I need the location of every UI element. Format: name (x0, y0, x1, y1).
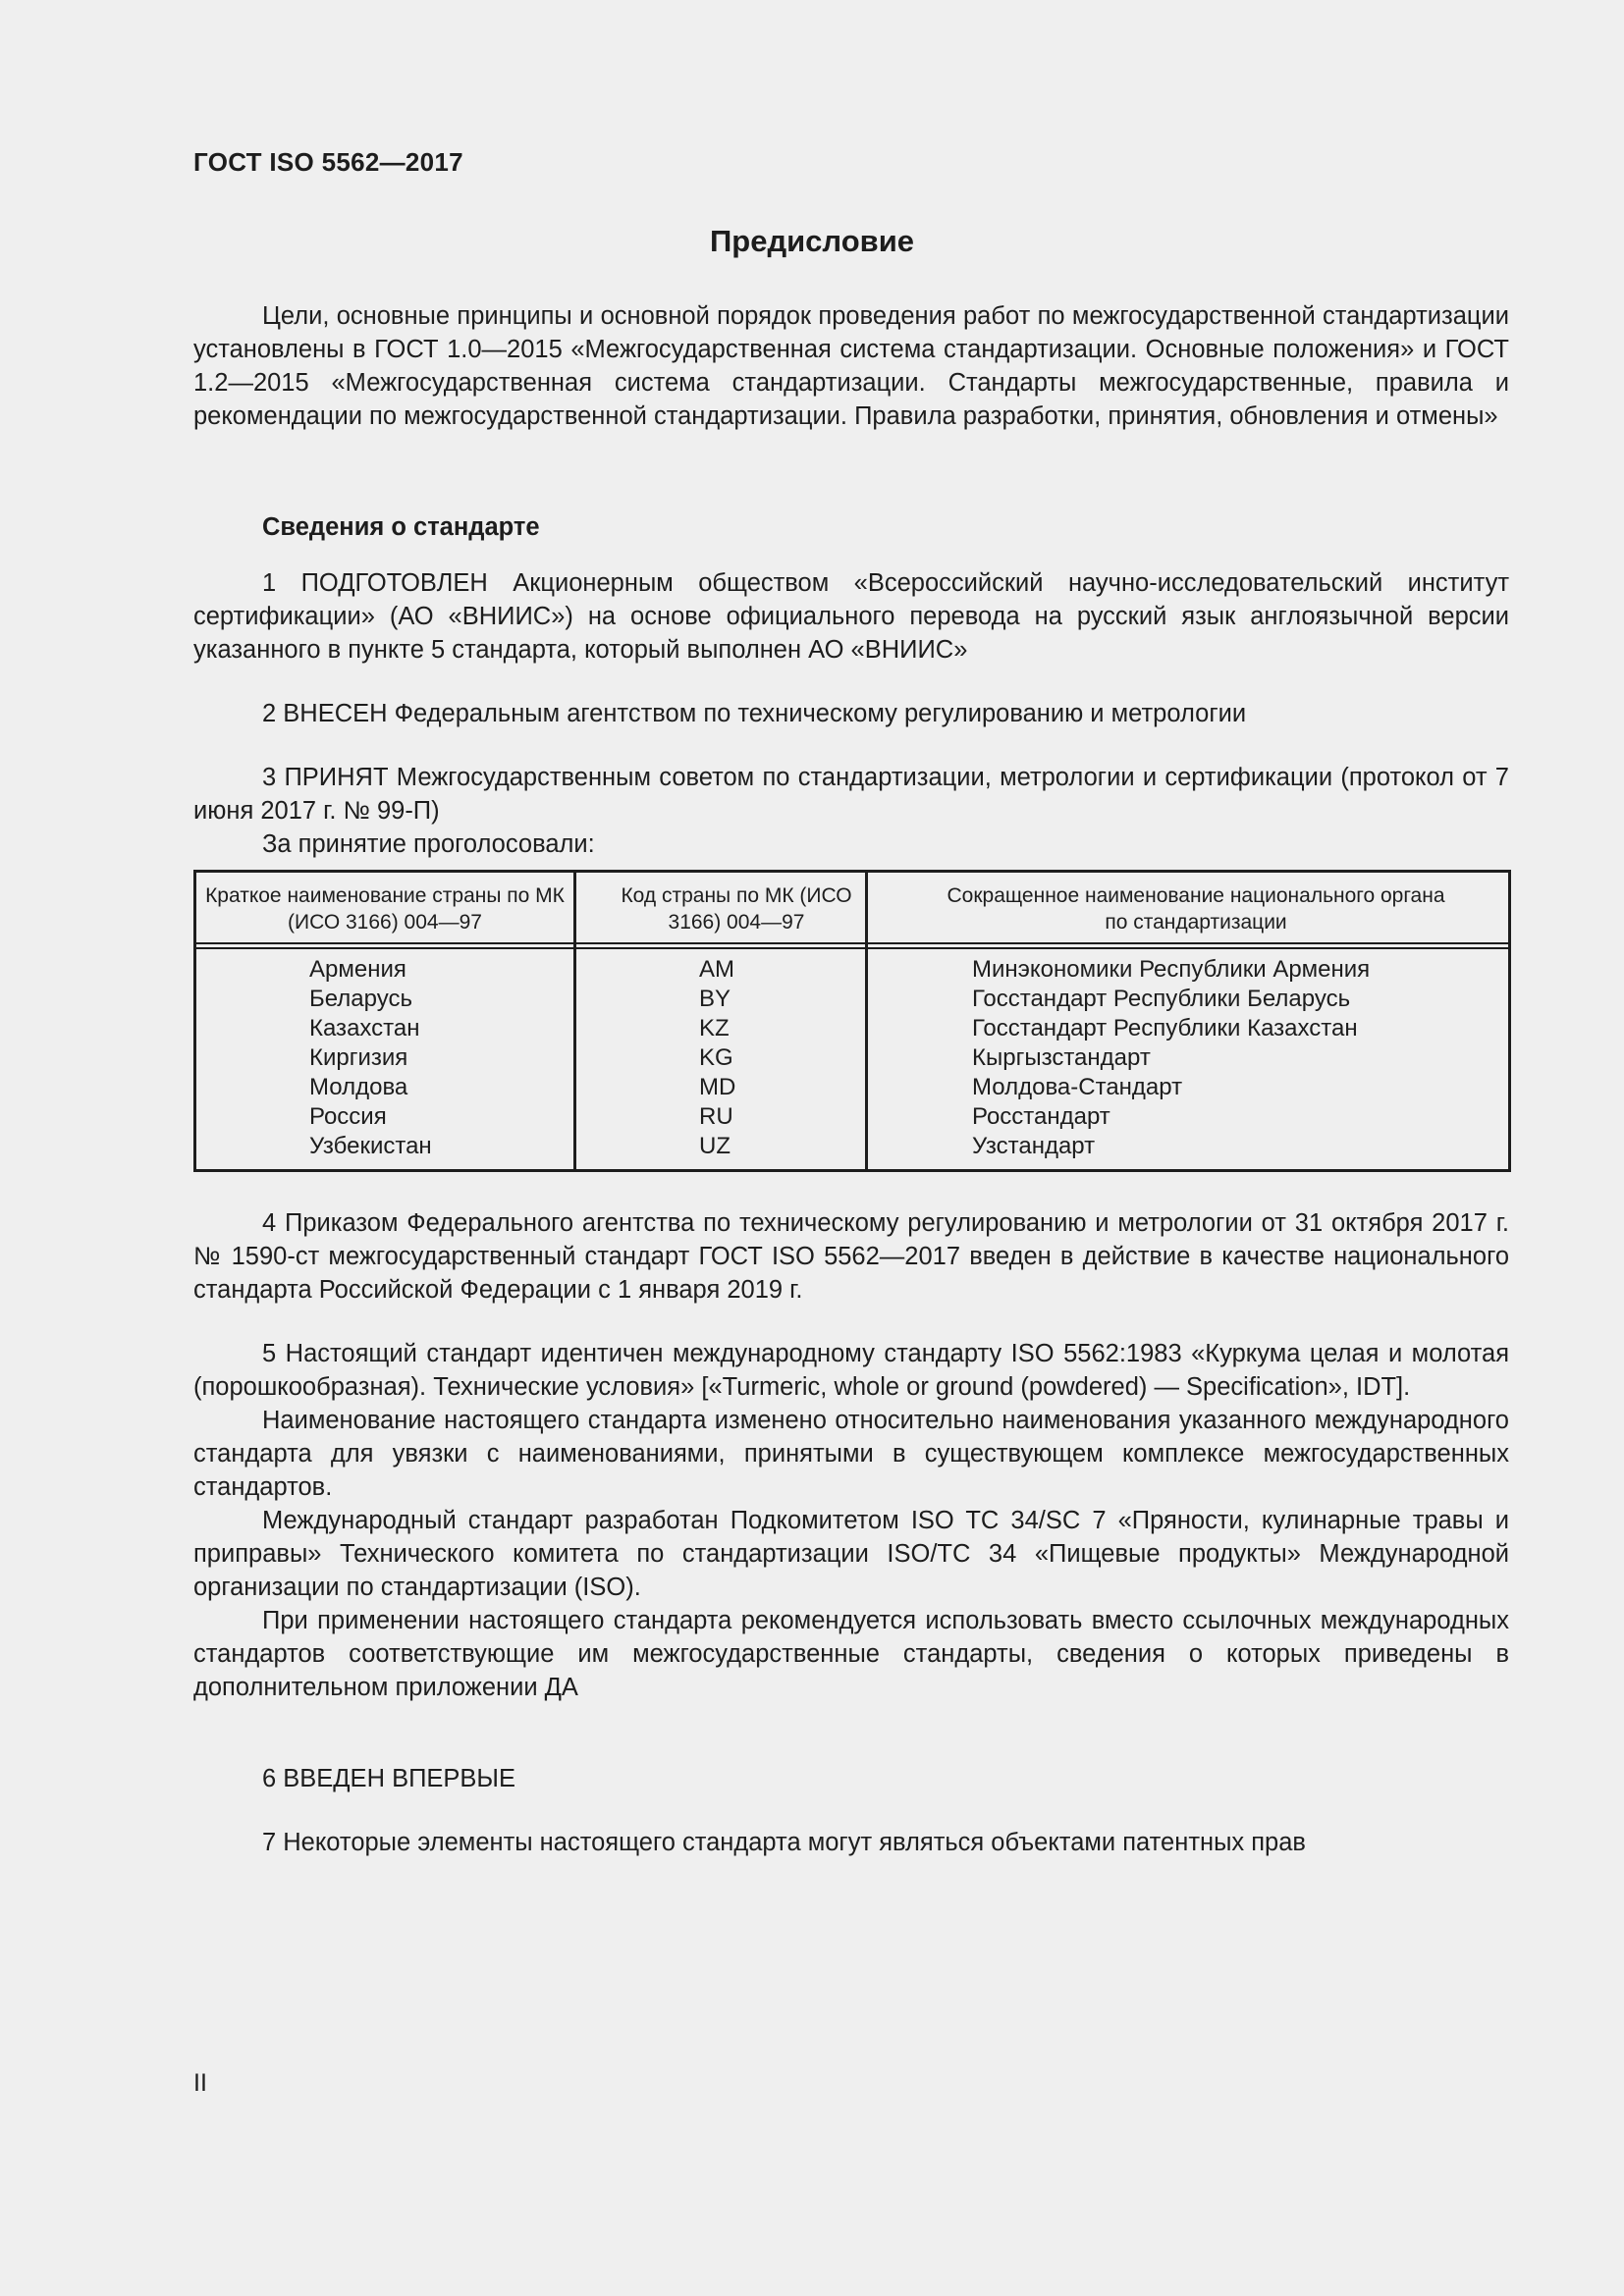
table-cell: Армения (309, 956, 406, 983)
table-column-code (699, 955, 735, 1161)
section-heading: Сведения о стандарте (262, 513, 540, 541)
table-header-rule (196, 947, 1508, 949)
table-header-agency: Сокращенное наименование национального органа по стандартизации (947, 884, 1445, 934)
table-header-country: Краткое наименование страны по МК (ИСО 3166) 004—97 (205, 884, 565, 934)
intro-block (193, 299, 1509, 433)
item-5-note-usage: При применении настоящего стандарта рекомендуется использовать вместо ссылочных международных стандартов соответствующие им межгосударственные стандарты, сведения о которых приведены в дополнительном приложении ДА (193, 1607, 1509, 1701)
table-cell: Киргизия (309, 1044, 408, 1071)
item-5-note-origin: Международный стандарт разработан Подкомитетом ISO TC 34/SC 7 «Пряности, кулинарные травы и приправы» Технического комитета по стандартизации ISO/TC 34 «Пищевые продукты» Международной организации по стандартизации (ISO). (193, 1507, 1509, 1601)
item-6: 6 ВВЕДЕН ВПЕРВЫЕ (262, 1765, 516, 1792)
item-4-block (193, 1206, 1509, 1307)
table-cell: RU (699, 1103, 733, 1130)
table-column-country (309, 955, 432, 1161)
item-4: 4 Приказом Федерального агентства по техническому регулированию и метрологии от 31 октября 2017 г. № 1590-ст межгосударственный стандарт ГОСТ ISO 5562—2017 введен в действие в качестве национального стандарта Российской Федерации с 1 января 2019 г. (193, 1209, 1509, 1304)
table-column-divider (865, 873, 868, 1169)
item-7: 7 Некоторые элементы настоящего стандарта могут являться объектами патентных прав (262, 1829, 1306, 1856)
table-cell: MD (699, 1074, 736, 1100)
voting-table (193, 870, 1511, 1172)
item-2-block (193, 697, 1509, 730)
vote-line: За принятие проголосовали: (262, 830, 595, 858)
table-header-rule (196, 942, 1508, 944)
item-6-block (193, 1762, 1509, 1795)
item-1: 1 ПОДГОТОВЛЕН Акционерным обществом «Всероссийский научно-исследовательский институт сертификации» (АО «ВНИИС») на основе официального перевода на русский язык англоязычной версии указанного в пункте 5 стандарта, который выполнен АО «ВНИИС» (193, 569, 1509, 664)
table-cell: Узбекистан (309, 1133, 432, 1159)
table-cell: Россия (309, 1103, 387, 1130)
section-heading-block (193, 510, 1509, 544)
item-2: 2 ВНЕСЕН Федеральным агентством по техническому регулированию и метрологии (262, 700, 1247, 727)
table-cell: Госстандарт Республики Беларусь (972, 986, 1351, 1012)
table-cell: Беларусь (309, 986, 412, 1012)
table-cell: UZ (699, 1133, 731, 1159)
item-5: 5 Настоящий стандарт идентичен международному стандарту ISO 5562:1983 «Куркума целая и молотая (порошкообразная). Технические условия» [«Turmeric, whole or ground (powdered) — Specification», IDT]. (193, 1340, 1509, 1401)
item-1-block (193, 566, 1509, 667)
table-column-divider (573, 873, 576, 1169)
item-3: 3 ПРИНЯТ Межгосударственным советом по стандартизации, метрологии и сертификации (протокол от 7 июня 2017 г. № 99-П) (193, 764, 1509, 825)
page-number: II (193, 2069, 207, 2097)
item-7-block (193, 1826, 1509, 1859)
table-cell: Молдова-Стандарт (972, 1074, 1183, 1100)
document-id: ГОСТ ISO 5562—2017 (193, 147, 463, 177)
table-cell: Госстандарт Республики Казахстан (972, 1015, 1358, 1041)
item-5-note-name: Наименование настоящего стандарта изменено относительно наименования указанного международного стандарта для увязки с наименованиями, принятыми в существующем комплексе межгосударственных стандартов. (193, 1407, 1509, 1501)
table-cell: Кыргызстандарт (972, 1044, 1151, 1071)
table-cell: KG (699, 1044, 733, 1071)
item-3-block (193, 761, 1509, 861)
table-cell: Молдова (309, 1074, 408, 1100)
table-header-code: Код страны по МК (ИСО 3166) 004—97 (621, 884, 852, 934)
table-cell: AM (699, 956, 734, 983)
table-column-agency (972, 955, 1370, 1161)
item-5-block (193, 1337, 1509, 1704)
table-cell: KZ (699, 1015, 730, 1041)
table-cell: BY (699, 986, 731, 1012)
table-cell: Росстандарт (972, 1103, 1110, 1130)
table-cell: Казахстан (309, 1015, 420, 1041)
intro-paragraph: Цели, основные принципы и основной порядок проведения работ по межгосударственной стандартизации установлены в ГОСТ 1.0—2015 «Межгосударственная система стандартизации. Основные положения» и ГОСТ 1.2—2015 «Межгосударственная система стандартизации. Стандарты межгосударственные, правила и рекомендации по межгосударственной стандартизации. Правила разработки, принятия, обновления и отмены» (193, 302, 1509, 430)
table-cell: Минэкономики Республики Армения (972, 956, 1371, 983)
table-cell: Узстандарт (972, 1133, 1096, 1159)
page-title: Предисловие (709, 224, 914, 258)
